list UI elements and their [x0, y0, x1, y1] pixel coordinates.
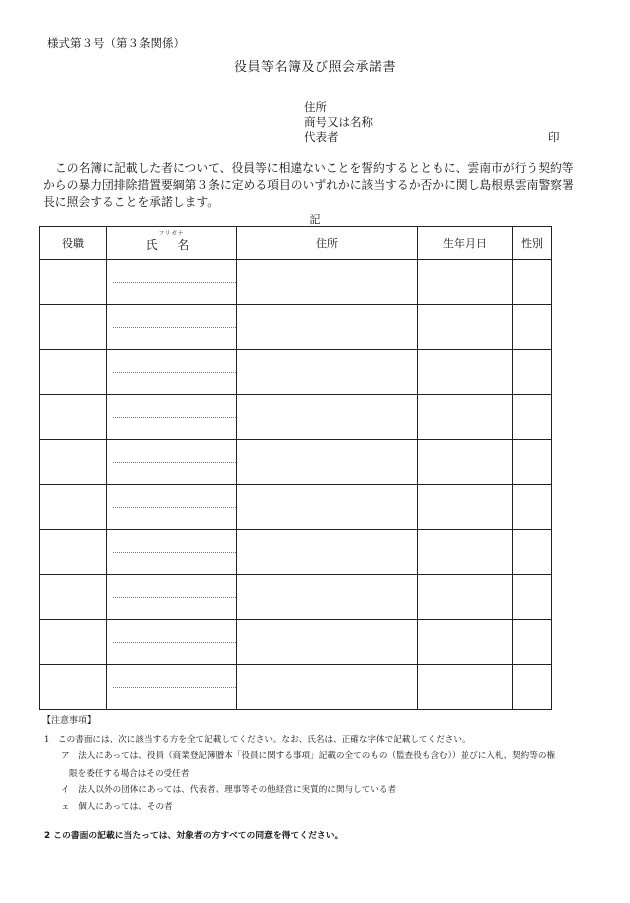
document-title: 役員等名簿及び照会承諾書: [233, 60, 396, 75]
role-cell[interactable]: [40, 440, 107, 485]
address-cell[interactable]: [237, 485, 418, 530]
furigana-divider: [113, 327, 236, 328]
seal-mark: 印: [548, 130, 560, 144]
address-cell[interactable]: [237, 530, 418, 575]
furigana-divider: [113, 642, 236, 643]
name-cell[interactable]: [107, 575, 237, 620]
birthdate-cell[interactable]: [418, 665, 513, 710]
role-cell[interactable]: [40, 395, 107, 440]
note-1: 1 この書面には、次に該当する方を全て記載してください。なお、氏名は、正確な字体で記載してください。: [44, 735, 471, 745]
birthdate-cell[interactable]: [418, 440, 513, 485]
furigana-divider: [113, 552, 236, 553]
table-row: [40, 305, 552, 350]
table-header-row: [40, 227, 552, 260]
sex-cell[interactable]: [513, 350, 552, 395]
col-header-birthdate: 生年月日: [418, 227, 513, 260]
sex-cell[interactable]: [513, 620, 552, 665]
note-i: イ 法人以外の団体にあっては、代表者、理事等その他経営に実質的に関与している者: [61, 785, 397, 795]
notes-heading: 【注意事項】: [42, 716, 97, 726]
table-row: [40, 440, 552, 485]
sex-cell[interactable]: [513, 305, 552, 350]
furigana-divider: [113, 687, 236, 688]
name-cell[interactable]: [107, 395, 237, 440]
note-a-line-2: 限を委任する場合はその受任者: [69, 769, 190, 779]
furigana-divider: [113, 417, 236, 418]
role-cell[interactable]: [40, 305, 107, 350]
table-row: [40, 395, 552, 440]
birthdate-cell[interactable]: [418, 530, 513, 575]
name-cell[interactable]: [107, 620, 237, 665]
furigana-divider: [113, 597, 236, 598]
furigana-divider: [113, 372, 236, 373]
birthdate-cell[interactable]: [418, 620, 513, 665]
table-row: [40, 665, 552, 710]
sex-cell[interactable]: [513, 440, 552, 485]
address-cell[interactable]: [237, 575, 418, 620]
table-row: [40, 260, 552, 305]
address-label: 住所: [304, 100, 327, 114]
sex-cell[interactable]: [513, 395, 552, 440]
ki-heading: 記: [309, 213, 321, 226]
sex-cell[interactable]: [513, 260, 552, 305]
col-header-address: 住所: [237, 227, 418, 260]
table-row: [40, 620, 552, 665]
birthdate-cell[interactable]: [418, 395, 513, 440]
role-cell[interactable]: [40, 350, 107, 395]
furigana-divider: [113, 462, 236, 463]
trade-name-label: 商号又は名称: [304, 115, 373, 129]
address-cell[interactable]: [237, 620, 418, 665]
sex-cell[interactable]: [513, 530, 552, 575]
furigana-divider: [113, 282, 236, 283]
col-header-role: 役職: [40, 227, 107, 260]
col-header-sex: 性別: [513, 227, 552, 260]
name-cell[interactable]: [107, 305, 237, 350]
address-cell[interactable]: [237, 350, 418, 395]
name-cell[interactable]: [107, 440, 237, 485]
note-2: 2 この書面の記載に当たっては、対象者の方すべての同意を得てください。: [44, 831, 344, 841]
role-cell[interactable]: [40, 620, 107, 665]
role-cell[interactable]: [40, 530, 107, 575]
consent-line-3: 長に照会することを承諾します。: [43, 195, 220, 209]
birthdate-cell[interactable]: [418, 305, 513, 350]
address-cell[interactable]: [237, 305, 418, 350]
consent-line-1: この名簿に記載した者について、役員等に相違ないことを誓約するとともに、雲南市が行う契約等: [55, 161, 574, 175]
birthdate-cell[interactable]: [418, 575, 513, 620]
name-cell[interactable]: [107, 260, 237, 305]
address-cell[interactable]: [237, 665, 418, 710]
representative-label: 代表者: [304, 130, 339, 144]
birthdate-cell[interactable]: [418, 350, 513, 395]
address-cell[interactable]: [237, 440, 418, 485]
sex-cell[interactable]: [513, 665, 552, 710]
table-row: [40, 485, 552, 530]
name-cell[interactable]: [107, 530, 237, 575]
address-cell[interactable]: [237, 260, 418, 305]
name-cell[interactable]: [107, 350, 237, 395]
name-furigana: フリガナ: [158, 230, 185, 237]
col-header-name: [107, 227, 237, 260]
name-header-label: 氏 名: [145, 237, 198, 252]
note-a-line-1: ア 法人にあっては、役員（商業登記簿謄本「役員に関する事項」記載の全てのもの（監査役も含む））並びに入札、契約等の権: [61, 751, 556, 761]
address-cell[interactable]: [237, 395, 418, 440]
officer-roster-table: [39, 226, 552, 710]
birthdate-cell[interactable]: [418, 485, 513, 530]
furigana-divider: [113, 507, 236, 508]
role-cell[interactable]: [40, 575, 107, 620]
table-row: [40, 530, 552, 575]
role-cell[interactable]: [40, 260, 107, 305]
role-cell[interactable]: [40, 665, 107, 710]
note-u: ェ 個人にあっては、その者: [61, 802, 173, 812]
name-cell[interactable]: [107, 485, 237, 530]
role-cell[interactable]: [40, 485, 107, 530]
sex-cell[interactable]: [513, 485, 552, 530]
form-number: 様式第３号（第３条関係）: [47, 36, 185, 50]
name-cell[interactable]: [107, 665, 237, 710]
consent-statement: [43, 160, 583, 211]
table-row: [40, 350, 552, 395]
table-row: [40, 575, 552, 620]
consent-line-2: からの暴力団排除措置要綱第３条に定める項目のいずれかに該当するか否かに関し島根県雲南警察署: [43, 178, 574, 192]
sex-cell[interactable]: [513, 575, 552, 620]
birthdate-cell[interactable]: [418, 260, 513, 305]
